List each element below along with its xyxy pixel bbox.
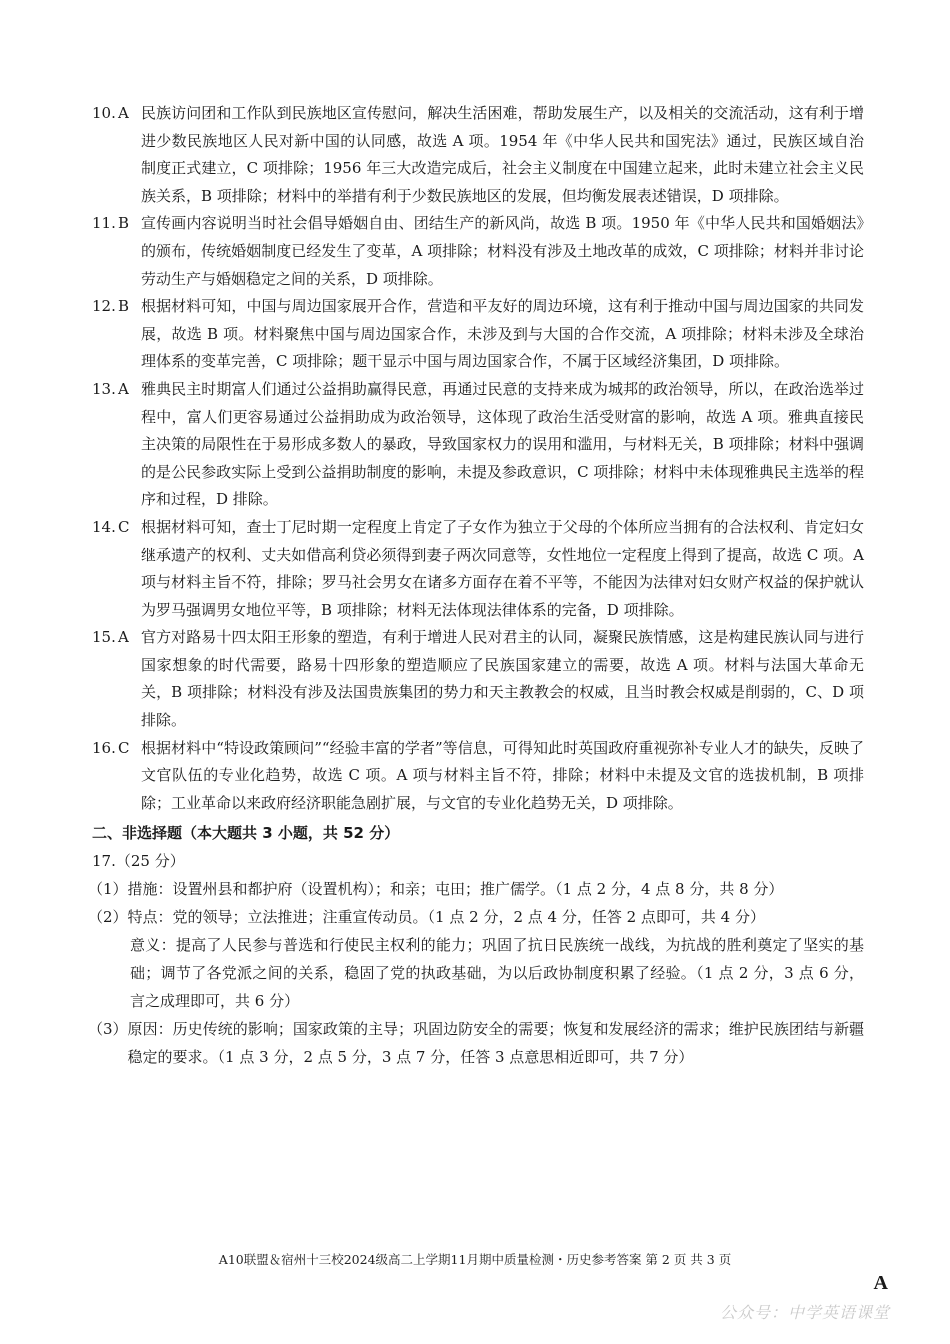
answer-explanation: 根据材料中“特设政策顾问”“经验丰富的学者”等信息，可得知此时英国政府重视弥补专业人才的缺失，反映了文官队伍的专业化趋势，故选 C 项。A 项与材料主旨不符，排除；材料中未提及文官的选拔机制，B 项排除；工业革命以来政府经济职能急剧扩展，与文官的专业化趋势无关，D 项排除。 xyxy=(141,738,864,812)
answer-letter: B xyxy=(118,214,130,233)
answer-letter: A xyxy=(118,379,129,398)
answer-letter: A xyxy=(118,104,129,122)
answer-explanation: 民族访问团和工作队到民族地区宣传慰问，解决生活困难，帮助发展生产，以及相关的交流活动，这有利于增进少数民族地区人民对新中国的认同感，故选 A 项。1954 年《中华人民共和国宪法》通过，民族区域自治制度正式建立，C 项排除；1956 年三大改造完成后，社会主义制度在中国建立起来，此时未建立社会主义民族关系，B 项排除；材料中的举措有利于少数民族地区的发展，但均衡发展表述错误，D 项排除。 xyxy=(141,104,864,205)
question-17-part-3 xyxy=(88,1015,864,1071)
question-number: 10. xyxy=(92,104,116,122)
version-mark: A xyxy=(873,1272,888,1294)
question-number: 11. xyxy=(92,214,116,233)
answer-item-16 xyxy=(92,735,864,818)
question-number: 12. xyxy=(92,297,116,316)
question-17-part-2-meaning: 意义：提高了人民参与普选和行使民主权利的能力；巩固了抗日民族统一战线，为抗战的胜利奠定了坚实的基础；调节了各党派之间的关系，稳固了党的执政基础，为以后政协制度积累了经验。（1 点 2 分，3 点 6 分，言之成理即可，共 6 分） xyxy=(130,936,864,1011)
answer-item-15 xyxy=(92,624,864,734)
part-answer: 措施：设置州县和都护府（设置机构）；和亲；屯田；推广儒学。（1 点 2 分，4 点 8 分，共 8 分） xyxy=(127,880,784,899)
part-answer: 特点：党的领导；立法推进；注重宣传动员。（1 点 2 分，2 点 4 分，任答 2 点即可，共 4 分） xyxy=(127,908,765,927)
answer-letter: C xyxy=(118,517,130,536)
answer-explanation: 雅典民主时期富人们通过公益捐助赢得民意，再通过民意的支持来成为城邦的政治领导，所以，在政治选举过程中，富人们更容易通过公益捐助成为政治领导，这体现了政治生活受财富的影响，故选 A 项。雅典直接民主决策的局限性在于易形成多数人的暴政，导致国家权力的误用和滥用，与材料无关，B 项排除；材料中强调的是公民参政实际上受到公益捐助制度的影响，未提及参政意识，C 项排除；材料中未体现雅典民主选举的程序和过程，D 排除。 xyxy=(141,379,864,509)
answer-item-13 xyxy=(92,376,864,514)
part-label: （2） xyxy=(88,908,128,927)
answer-content xyxy=(88,100,864,1071)
answer-letter: B xyxy=(118,297,130,316)
answer-letter: A xyxy=(118,628,129,647)
part-label: （1） xyxy=(88,880,128,899)
section-title: 二、非选择题（本大题共 3 小题，共 52 分） xyxy=(92,824,400,843)
question-17-header: 17.（25 分） xyxy=(92,852,185,871)
answer-item-12 xyxy=(92,293,864,376)
question-17-part-1 xyxy=(88,875,864,903)
question-number: 15. xyxy=(92,628,116,647)
answer-explanation: 官方对路易十四太阳王形象的塑造，有利于增进人民对君主的认同，凝聚民族情感，这是构建民族认同与进行国家想象的时代需要，路易十四形象的塑造顺应了民族国家建立的需要，故选 A 项。材料与法国大革命无关，B 项排除；材料没有涉及法国贵族集团的势力和天主教教会的权威，且当时教会权威是削弱的，C、D 项排除。 xyxy=(141,628,864,730)
answer-explanation: 根据材料可知，查士丁尼时期一定程度上肯定了子女作为独立于父母的个体所应当拥有的合法权利、肯定妇女继承遗产的权利、丈夫如借高利贷必须得到妻子两次同意等，女性地位一定程度上得到了提高，故选 C 项。A 项与材料主旨不符，排除；罗马社会男女在诸多方面存在着不平等，不能因为法律对妇女财产权益的保护就认为罗马强调男女地位平等，B 项排除；材料无法体现法律体系的完备，D 项排除。 xyxy=(141,517,864,619)
answer-item-11 xyxy=(92,210,864,293)
question-17-part-2 xyxy=(88,903,864,931)
question-number: 16. xyxy=(92,738,116,757)
question-number: 14. xyxy=(92,517,116,536)
answer-letter: C xyxy=(118,738,130,757)
question-number: 13. xyxy=(92,379,116,398)
part-answer: 原因：历史传统的影响；国家政策的主导；巩固边防安全的需要；恢复和发展经济的需求；维护民族团结与新疆稳定的要求。（1 点 3 分，2 点 5 分，3 点 7 分，任答 3 点意思相近即可，共 7 分） xyxy=(127,1020,864,1067)
watermark: 公众号：中学英语课堂 xyxy=(719,1303,890,1322)
page-footer: A10联盟＆宿州十三校2024级高二上学期11月期中质量检测・历史参考答案 第 2 页 共 3 页 xyxy=(218,1252,732,1267)
answer-item-14 xyxy=(92,514,864,624)
answer-explanation: 根据材料可知，中国与周边国家展开合作，营造和平友好的周边环境，这有利于推动中国与周边国家的共同发展，故选 B 项。材料聚焦中国与周边国家合作，未涉及到与大国的合作交流，A 项排除；材料未涉及全球治理体系的变革完善，C 项排除；题干显示中国与周边国家合作，不属于区域经济集团，D 项排除。 xyxy=(141,297,864,371)
answer-explanation: 宣传画内容说明当时社会倡导婚姻自由、团结生产的新风尚，故选 B 项。1950 年《中华人民共和国婚姻法》的颁布，传统婚姻制度已经发生了变革，A 项排除；材料没有涉及土地改革的成效，C 项排除；材料并非讨论劳动生产与婚姻稳定之间的关系，D 项排除。 xyxy=(141,214,864,288)
part-label: （3） xyxy=(88,1020,128,1039)
answer-item-10 xyxy=(92,100,864,210)
